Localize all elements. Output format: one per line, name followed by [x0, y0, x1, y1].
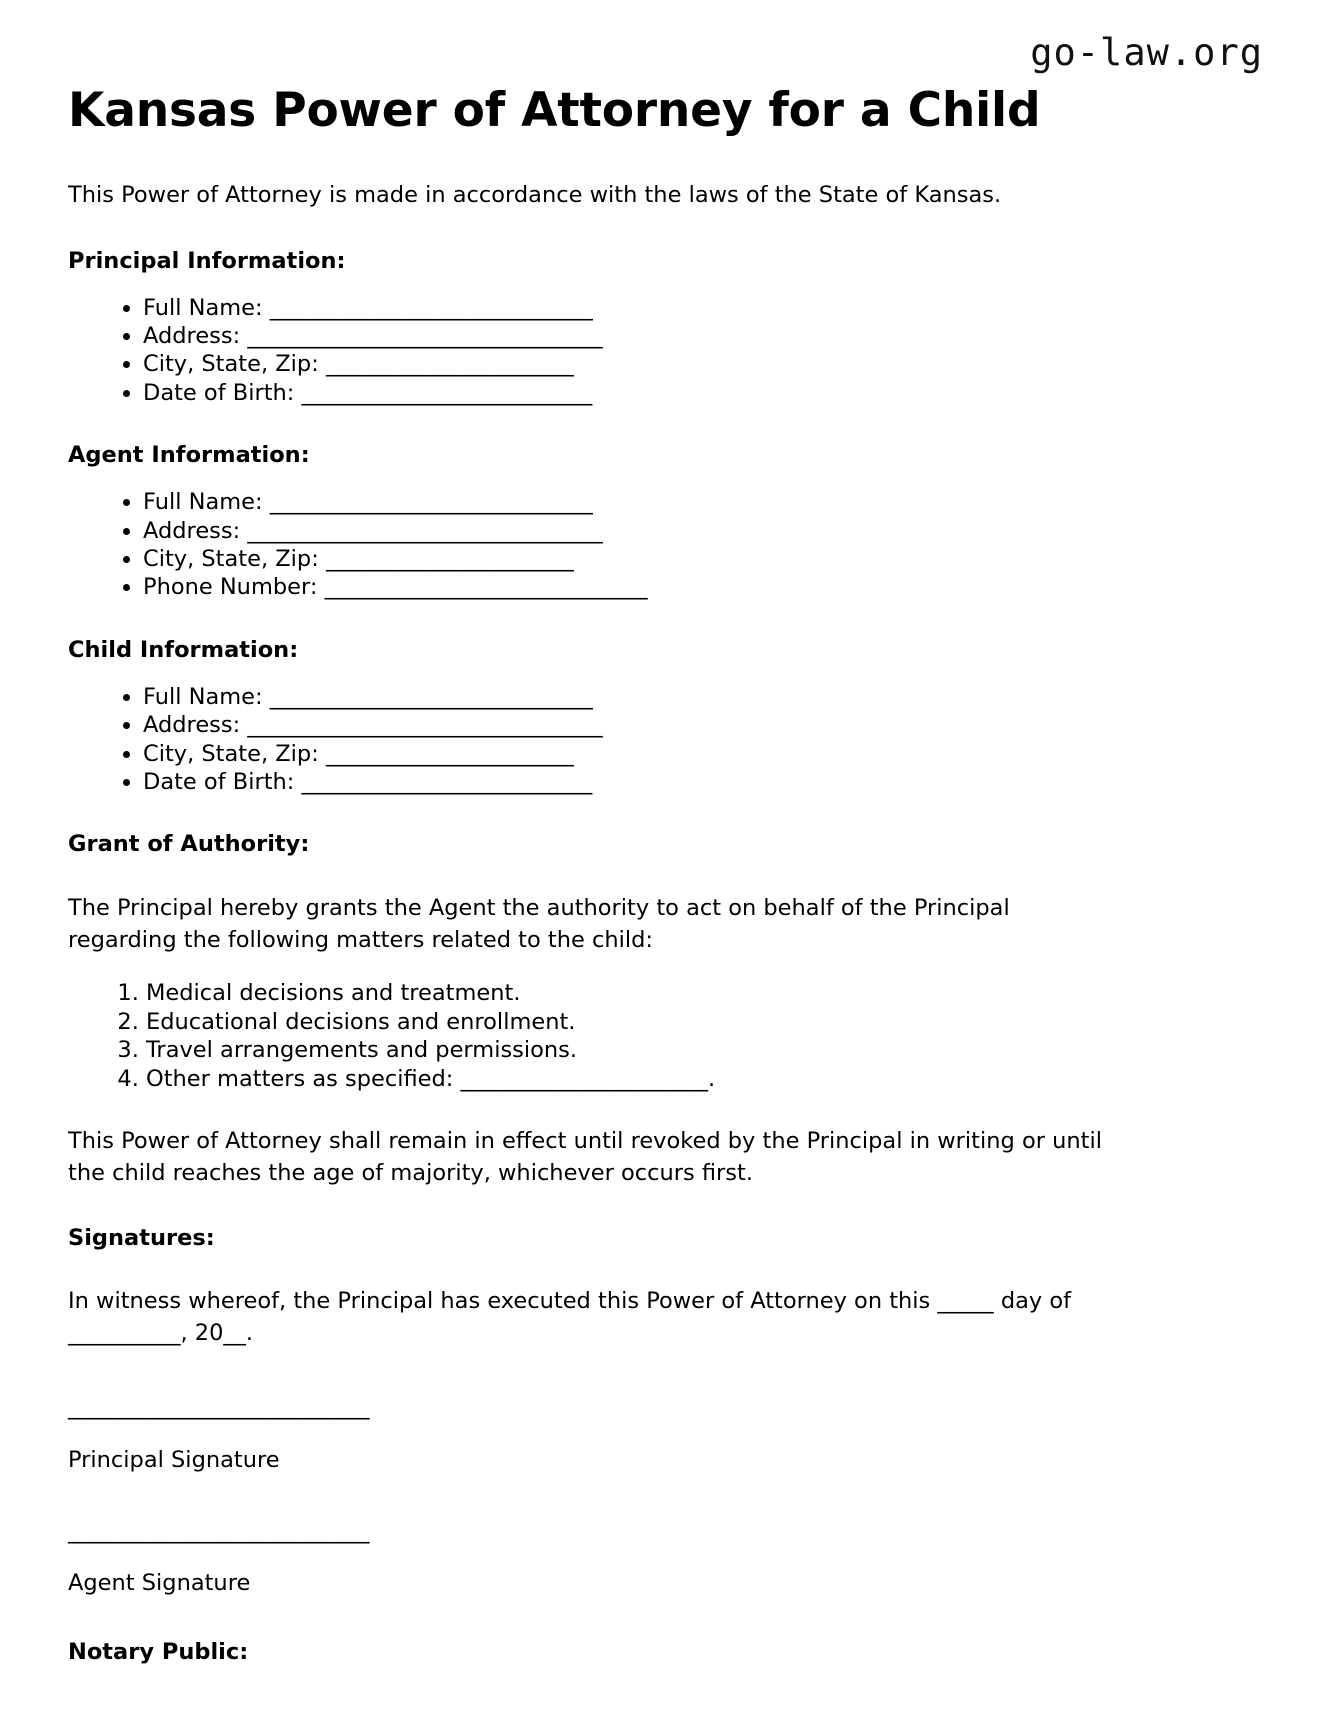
site-logo-row [68, 0, 1263, 84]
grant-of-authority-list [68, 979, 1263, 1093]
principal-signature-line[interactable]: ____________________________ [68, 1394, 369, 1421]
grant-of-authority-intro: The Principal hereby grants the Agent the authority to act on behalf of the Principal regarding the following matters related to the child: [68, 894, 1010, 953]
field-label: City, State, Zip: [143, 546, 319, 573]
witness-clause[interactable]: In witness whereof, the Principal has executed this Power of Attorney on this _____ day of __________, 20__. [68, 1288, 1072, 1347]
field-label: Full Name: [143, 684, 263, 710]
principal-signature-label: Principal Signature [68, 1446, 280, 1473]
field-blank[interactable]: _______________________ [325, 546, 574, 573]
field-label: Address: [143, 323, 241, 350]
list-item [143, 740, 1263, 768]
list-item: 1. Medical decisions and treatment. [146, 979, 1263, 1008]
field-label: Full Name: [143, 294, 263, 321]
field-label: Address: [143, 517, 241, 544]
field-blank[interactable]: _______________________ [325, 351, 574, 378]
principal-information-list [68, 294, 1263, 407]
intro-paragraph: This Power of Attorney is made in accordance with the laws of the State of Kansas. [68, 181, 1002, 208]
field-label: City, State, Zip: [143, 740, 319, 767]
field-blank[interactable]: ______________________________ [269, 294, 593, 321]
child-information-heading: Child Information: [68, 636, 299, 663]
list-item [143, 573, 1263, 601]
field-label: City, State, Zip: [143, 351, 319, 378]
list-item [143, 683, 1263, 711]
field-label: Address: [143, 712, 241, 739]
list-item [143, 711, 1263, 739]
page-title: Kansas Power of Attorney for a Child [68, 83, 1041, 138]
child-information-list [68, 683, 1263, 796]
list-item [143, 322, 1263, 350]
field-label: Date of Birth: [143, 379, 295, 406]
field-blank[interactable]: _________________________________ [247, 517, 603, 544]
agent-information-list [68, 488, 1263, 601]
agent-signature-label: Agent Signature [68, 1570, 251, 1597]
field-label: Phone Number: [143, 574, 318, 601]
field-blank[interactable]: _______________________ [325, 740, 574, 767]
field-blank[interactable]: ______________________________ [324, 574, 648, 601]
grant-of-authority-heading: Grant of Authority: [68, 831, 310, 858]
field-blank[interactable]: ___________________________ [301, 769, 592, 796]
list-item: 2. Educational decisions and enrollment. [146, 1008, 1263, 1037]
list-item[interactable]: 4. Other matters as specified: ______________________. [146, 1065, 1263, 1094]
signatures-heading: Signatures: [68, 1225, 215, 1252]
field-blank[interactable]: _________________________________ [247, 323, 603, 350]
agent-information-heading: Agent Information: [68, 442, 310, 469]
list-item [143, 768, 1263, 796]
site-logo: go-law.org [1030, 31, 1263, 74]
list-item [143, 488, 1263, 516]
field-label: Full Name: [143, 489, 263, 516]
field-blank[interactable]: ___________________________ [301, 379, 592, 406]
list-item [143, 350, 1263, 378]
field-blank[interactable]: ______________________________ [269, 489, 593, 516]
principal-information-heading: Principal Information: [68, 247, 346, 274]
field-blank[interactable]: ______________________________ [269, 684, 593, 710]
agent-signature-line[interactable]: ____________________________ [68, 1517, 369, 1544]
list-item [143, 517, 1263, 545]
list-item [143, 294, 1263, 322]
field-label: Date of Birth: [143, 769, 295, 796]
list-item [143, 379, 1263, 407]
list-item: 3. Travel arrangements and permissions. [146, 1036, 1263, 1065]
notary-public-heading: Notary Public: [68, 1639, 249, 1666]
duration-paragraph: This Power of Attorney shall remain in effect until revoked by the Principal in writing or until the child reaches the age of majority, whichever occurs first. [68, 1128, 1102, 1187]
field-blank[interactable]: _________________________________ [247, 712, 603, 739]
list-item [143, 545, 1263, 573]
